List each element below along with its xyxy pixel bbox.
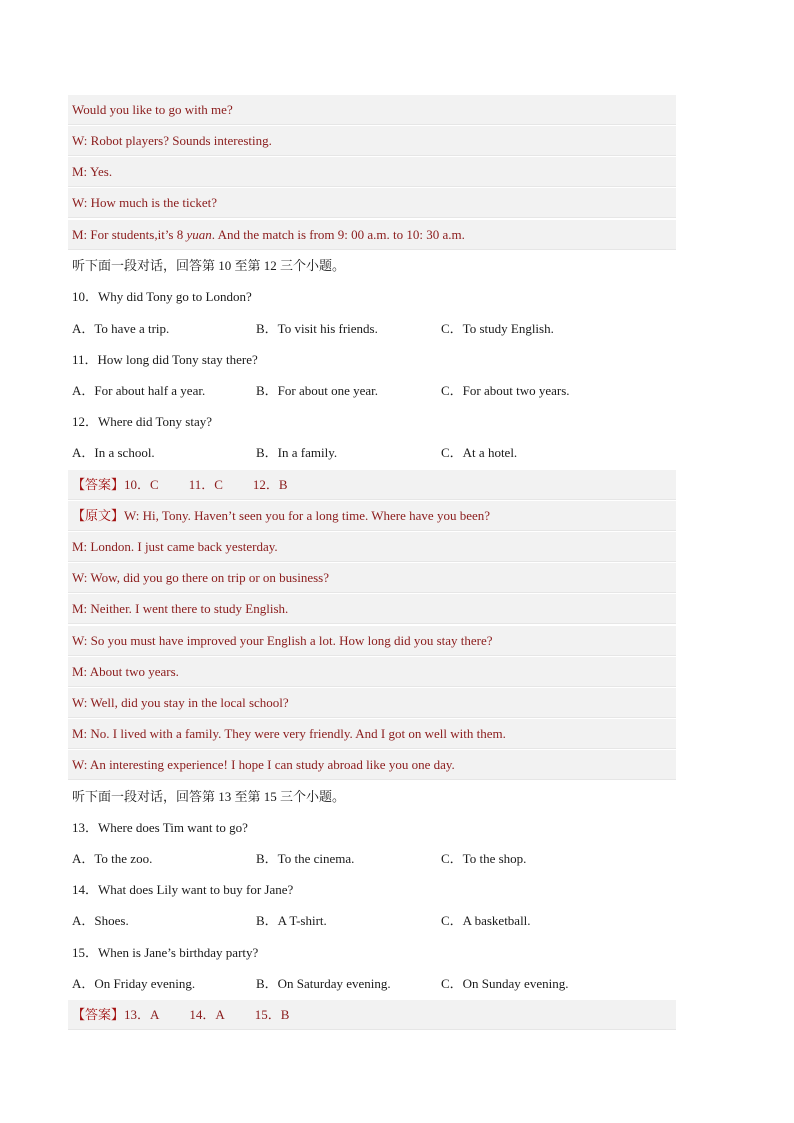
- option-14-c: C．A basketball.: [441, 913, 531, 928]
- option-13-a: A．To the zoo.: [72, 851, 153, 866]
- dialog-line: W: Wow, did you go there on trip or on business?: [72, 570, 329, 585]
- dialog-line: M: Yes.: [72, 164, 113, 179]
- option-10-a: A．To have a trip.: [72, 321, 170, 336]
- question-13: 13．Where does Tim want to go?: [72, 820, 248, 835]
- question-15: 15．When is Jane’s birthday party?: [72, 945, 259, 960]
- option-14-a: A．Shoes.: [72, 913, 129, 928]
- answer-tag: 【答案】: [72, 1007, 125, 1022]
- highlight-row: [68, 157, 676, 187]
- dialog-line: M: For students,it’s 8 yuan. And the match is from 9: 00 a.m. to 10: 30 a.m.: [72, 227, 465, 242]
- dialog-line: W: An interesting experience! I hope I can study abroad like you one day.: [72, 757, 455, 772]
- dialog-line: M: London. I just came back yesterday.: [72, 539, 278, 554]
- option-15-a: A．On Friday evening.: [72, 976, 196, 991]
- option-15-b: B．On Saturday evening.: [256, 976, 391, 991]
- option-12-c: C．At a hotel.: [441, 445, 518, 460]
- answer-key: 【答案】10．C 11．C 12．B: [72, 477, 288, 492]
- dialog-line: M: Neither. I went there to study English.: [72, 601, 289, 616]
- dialog-line: W: How much is the ticket?: [72, 195, 218, 210]
- original-tag: 【原文】: [72, 508, 125, 523]
- question-12: 12．Where did Tony stay?: [72, 414, 213, 429]
- dialog-line: W: Well, did you stay in the local school?: [72, 695, 289, 710]
- dialog-line: W: Robot players? Sounds interesting.: [72, 133, 272, 148]
- option-11-a: A．For about half a year.: [72, 383, 206, 398]
- option-10-b: B．To visit his friends.: [256, 321, 378, 336]
- section-instruction: 听下面一段对话，回答第 13 至第 15 三个小题。: [72, 789, 346, 804]
- option-12-a: A．In a school.: [72, 445, 155, 460]
- dialog-line: M: About two years.: [72, 664, 179, 679]
- option-11-c: C．For about two years.: [441, 383, 570, 398]
- dialog-line: Would you like to go with me?: [72, 102, 233, 117]
- dialog-line: W: So you must have improved your English a lot. How long did you stay there?: [72, 633, 493, 648]
- dialog-line: M: No. I lived with a family. They were very friendly. And I got on well with them.: [72, 726, 506, 741]
- option-13-b: B．To the cinema.: [256, 851, 355, 866]
- option-11-b: B．For about one year.: [256, 383, 379, 398]
- answer-tag: 【答案】: [72, 477, 125, 492]
- section-instruction: 听下面一段对话，回答第 10 至第 12 三个小题。: [72, 258, 346, 273]
- original-text: 【原文】W: Hi, Tony. Haven’t seen you for a long time. Where have you been?: [72, 508, 491, 523]
- option-13-c: C．To the shop.: [441, 851, 527, 866]
- option-14-b: B．A T-shirt.: [256, 913, 327, 928]
- option-10-c: C．To study English.: [441, 321, 554, 336]
- question-10: 10．Why did Tony go to London?: [72, 289, 252, 304]
- question-14: 14．What does Lily want to buy for Jane?: [72, 882, 294, 897]
- option-12-b: B．In a family.: [256, 445, 338, 460]
- question-11: 11．How long did Tony stay there?: [72, 352, 258, 367]
- answer-key: 【答案】13．A 14．A 15．B: [72, 1007, 290, 1022]
- option-15-c: C．On Sunday evening.: [441, 976, 569, 991]
